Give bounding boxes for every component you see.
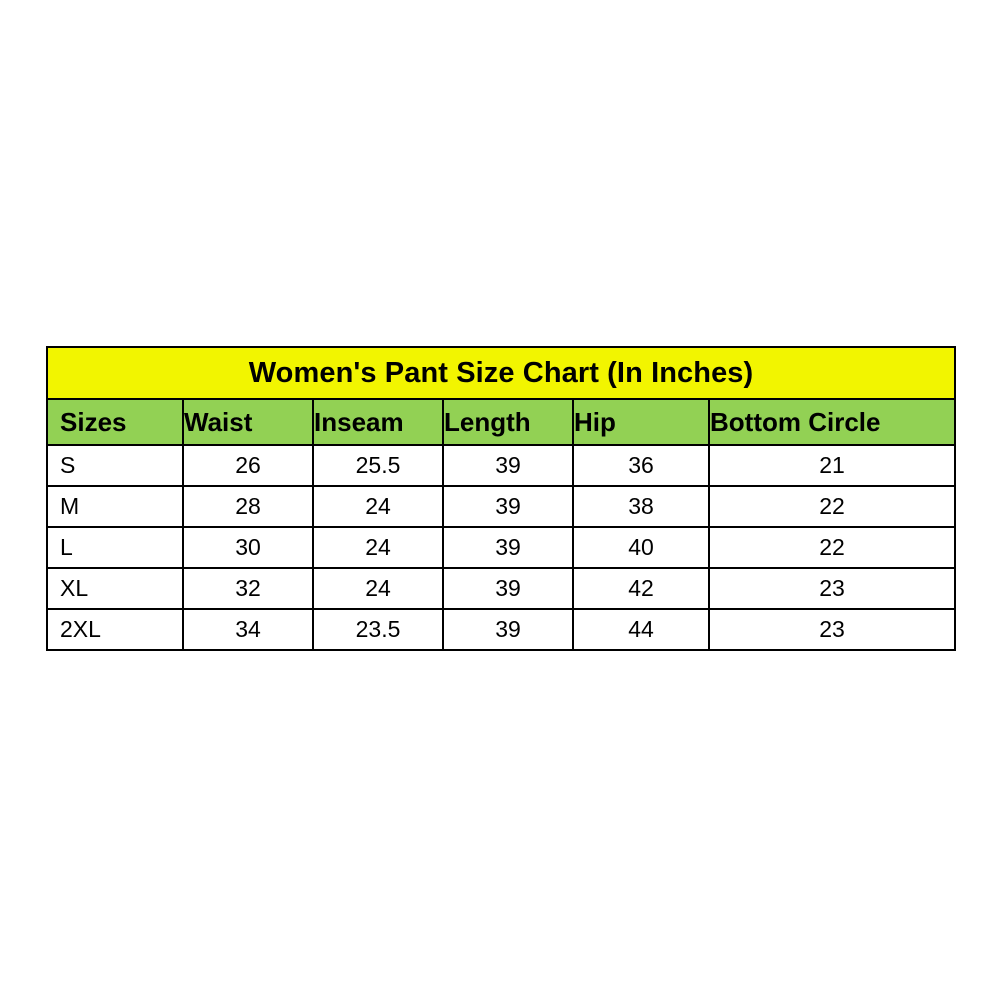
cell-size: S (47, 445, 183, 486)
size-chart-container (46, 346, 954, 651)
cell-inseam: 24 (313, 568, 443, 609)
cell-waist: 32 (183, 568, 313, 609)
cell-bottom-circle: 23 (709, 568, 955, 609)
column-header-length: Length (443, 399, 573, 445)
cell-size: XL (47, 568, 183, 609)
column-header-hip: Hip (573, 399, 709, 445)
table-row (47, 568, 955, 609)
cell-waist: 28 (183, 486, 313, 527)
cell-inseam: 25.5 (313, 445, 443, 486)
cell-length: 39 (443, 445, 573, 486)
column-header-waist: Waist (183, 399, 313, 445)
cell-bottom-circle: 23 (709, 609, 955, 650)
table-row (47, 486, 955, 527)
column-header-bottom-circle: Bottom Circle (709, 399, 955, 445)
cell-hip: 38 (573, 486, 709, 527)
cell-hip: 40 (573, 527, 709, 568)
cell-size: L (47, 527, 183, 568)
cell-inseam: 24 (313, 527, 443, 568)
cell-length: 39 (443, 486, 573, 527)
cell-inseam: 23.5 (313, 609, 443, 650)
cell-bottom-circle: 22 (709, 527, 955, 568)
cell-hip: 44 (573, 609, 709, 650)
cell-size: M (47, 486, 183, 527)
cell-bottom-circle: 21 (709, 445, 955, 486)
table-row (47, 527, 955, 568)
cell-size: 2XL (47, 609, 183, 650)
column-header-sizes: Sizes (47, 399, 183, 445)
cell-bottom-circle: 22 (709, 486, 955, 527)
cell-waist: 26 (183, 445, 313, 486)
cell-waist: 30 (183, 527, 313, 568)
cell-length: 39 (443, 568, 573, 609)
cell-inseam: 24 (313, 486, 443, 527)
cell-hip: 36 (573, 445, 709, 486)
cell-waist: 34 (183, 609, 313, 650)
table-row (47, 609, 955, 650)
table-row (47, 445, 955, 486)
table-title-row (47, 347, 955, 399)
cell-hip: 42 (573, 568, 709, 609)
chart-title: Women's Pant Size Chart (In Inches) (47, 347, 955, 399)
size-chart-table (46, 346, 956, 651)
cell-length: 39 (443, 609, 573, 650)
table-header-row (47, 399, 955, 445)
column-header-inseam: Inseam (313, 399, 443, 445)
cell-length: 39 (443, 527, 573, 568)
